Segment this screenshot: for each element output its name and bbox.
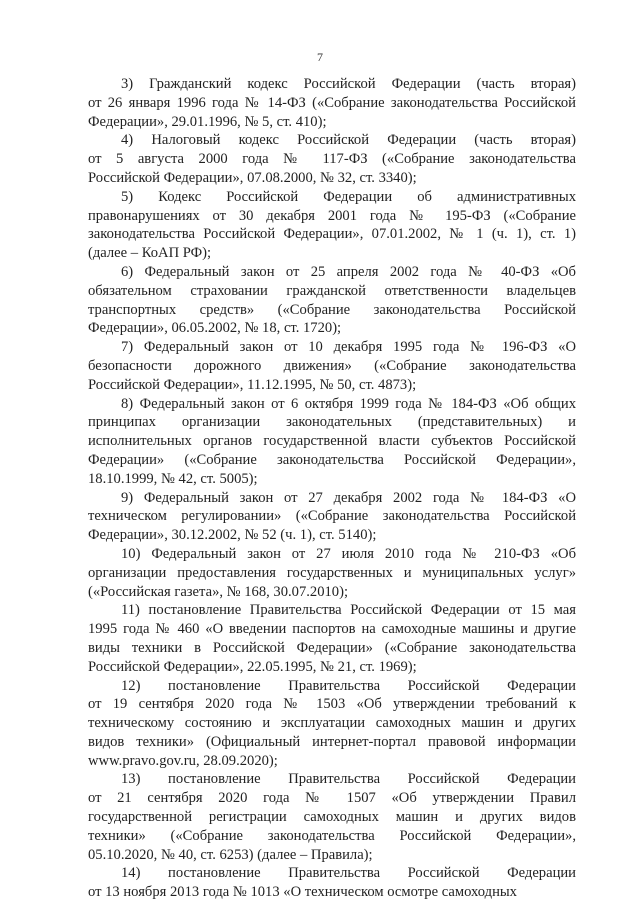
text-line: 1995 года № 460 «О введении паспортов на самоходные машины и другие (88, 621, 576, 638)
text-line: техническом регулировании» («Собрание законодательства Российской (88, 508, 576, 525)
list-item (88, 677, 576, 771)
text-line: техники» («Собрание законодательства Российской Федерации», (88, 827, 576, 844)
list-item (88, 338, 576, 394)
text-line: 5) Кодекс Российской Федерации об административных (121, 188, 576, 205)
text-line: 3) Гражданский кодекс Российской Федерации (часть вторая) (121, 76, 576, 92)
list-item (88, 75, 576, 131)
text-line: безопасности дорожного движения» («Собрание законодательства (88, 357, 576, 374)
text-line: Российской Федерации», 07.08.2000, № 32, ст. 3340); (88, 169, 417, 186)
text-line: исполнительных органов государственной власти субъектов Российской (88, 433, 576, 450)
text-line: от 13 ноября 2013 года № 1013 «О техническом осмотре самоходных (88, 884, 517, 901)
text-line: Федерации», 06.05.2002, № 18, ст. 1720); (88, 320, 342, 337)
text-line: правонарушениях от 30 декабря 2001 года № 195-ФЗ («Собрание (88, 207, 576, 224)
list-item (88, 263, 576, 338)
text-line: 4) Налоговый кодекс Российской Федерации (часть вторая) (121, 132, 576, 149)
text-line: 7) Федеральный закон от 10 декабря 1995 года № 196-ФЗ «О (121, 339, 576, 356)
text-line: 13) постановление Правительства Российской Федерации (121, 771, 576, 788)
text-line: законодательства Российской Федерации», 07.01.2002, № 1 (ч. 1), ст. 1) (88, 226, 576, 243)
text-line: Российской Федерации», 11.12.1995, № 50, ст. 4873); (88, 376, 417, 393)
text-line: виды техники в Российской Федерации» («Собрание законодательства (88, 639, 576, 656)
text-line: 6) Федеральный закон от 25 апреля 2002 года № 40-ФЗ «Об (121, 263, 576, 280)
list-item (88, 489, 576, 545)
text-line: от 26 января 1996 года № 14-ФЗ («Собрание законодательства Российской (88, 94, 576, 111)
list-item (88, 770, 576, 864)
text-line: 8) Федеральный закон от 6 октября 1999 года № 184-ФЗ «Об общих (121, 395, 576, 412)
text-line: от 21 сентября 2020 года № 1507 «Об утверждении Правил (88, 790, 576, 807)
document-body (88, 75, 576, 902)
list-item (88, 131, 576, 187)
list-item (88, 601, 576, 676)
text-line: обязательном страховании гражданской ответственности владельцев (88, 282, 576, 299)
text-line: 05.10.2020, № 40, ст. 6253) (далее – Правила); (88, 846, 373, 863)
text-line: Федерации», 30.12.2002, № 52 (ч. 1), ст. 5140); (88, 527, 377, 544)
list-item (88, 395, 576, 489)
text-line: принципах организации законодательных (представительных) и (88, 414, 576, 431)
text-line: Российской Федерации», 22.05.1995, № 21, ст. 1969); (88, 658, 417, 675)
list-item (88, 864, 576, 902)
text-line: видов техники» (Официальный интернет-портал правовой информации (88, 733, 576, 750)
text-line: 14) постановление Правительства Российской Федерации (121, 865, 576, 882)
text-line: организации предоставления государственных и муниципальных услуг» (88, 564, 576, 581)
text-line: от 19 сентября 2020 года № 1503 «Об утверждении требований к (88, 696, 576, 713)
text-line: (далее – КоАП РФ); (88, 245, 212, 262)
text-line: техническому состоянию и эксплуатации самоходных машин и других (88, 715, 576, 732)
text-line: от 5 августа 2000 года № 117-ФЗ («Собрание законодательства (88, 151, 576, 168)
text-line: 11) постановление Правительства Российской Федерации от 15 мая (121, 602, 576, 619)
text-line: Федерации» («Собрание законодательства Российской Федерации», (88, 451, 576, 468)
page-number: 7 (317, 50, 323, 64)
text-line: («Российская газета», № 168, 30.07.2010); (88, 583, 349, 600)
list-item (88, 545, 576, 601)
text-line: 12) постановление Правительства Российской Федерации (121, 677, 576, 694)
text-line: 10) Федеральный закон от 27 июля 2010 года № 210-ФЗ «Об (121, 545, 576, 562)
text-line: 9) Федеральный закон от 27 декабря 2002 года № 184-ФЗ «О (121, 489, 576, 506)
list-item (88, 188, 576, 263)
text-line: государственной регистрации самоходных машин и других видов (88, 809, 576, 826)
text-line: www.pravo.gov.ru, 28.09.2020); (88, 752, 278, 769)
text-line: Федерации», 29.01.1996, № 5, ст. 410); (88, 113, 327, 130)
text-line: 18.10.1999, № 42, ст. 5005); (88, 470, 258, 487)
text-line: транспортных средств» («Собрание законодательства Российской (88, 301, 576, 318)
